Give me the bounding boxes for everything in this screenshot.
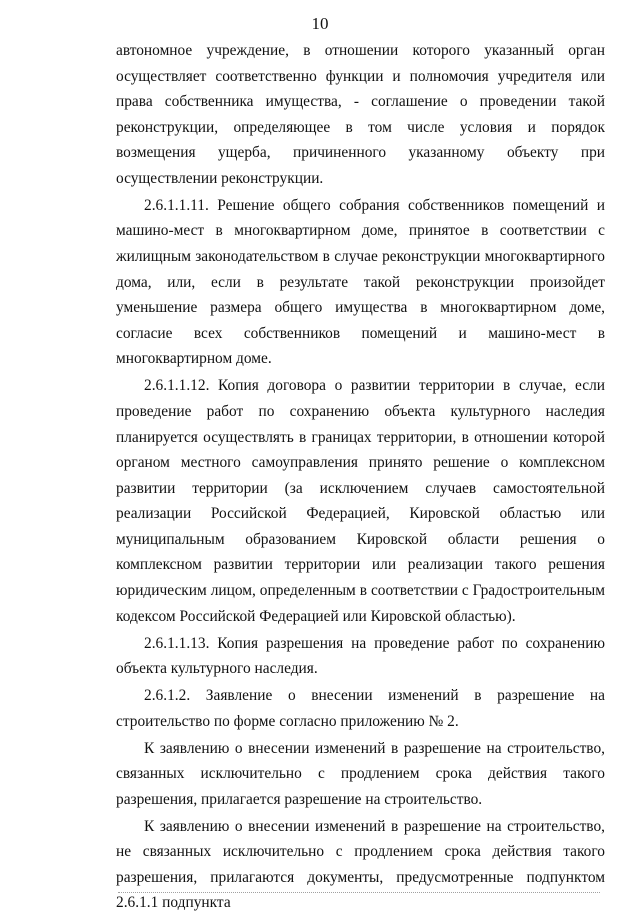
paragraph-2-6-1-1-11: 2.6.1.1.11. Решение общего собрания собственников помещений и машино-мест в многоквартирном доме, принятое в соответствии с жилищным законодательством в случае реконструкции многоквартирного дома, или, если в результате такой реконструкции произойдет уменьшение размера общего имущества в многоквартирном доме, согласие всех собственников помещений и машино-мест в многоквартирном доме. [116, 196, 605, 368]
paragraph-2-6-1-1-13: 2.6.1.1.13. Копия разрешения на проведение работ по сохранению объекта культурного наследия. [116, 634, 605, 678]
paragraph-2-6-1-2: 2.6.1.2. Заявление о внесении изменений в разрешение на строительство по форме согласно приложению № 2. [116, 687, 605, 730]
document-body [116, 38, 605, 917]
paragraph-other-changes-attachment: К заявлению о внесении изменений в разрешение на строительство, не связанных исключительно с продлением срока действия такого разрешения, прилагаются документы, предусмотренные подпунктом 2.6.1.1 подпункта [116, 817, 605, 912]
page-bottom-edge-line [118, 892, 600, 894]
paragraph-continuation: автономное учреждение, в отношении которого указанный орган осуществляет соответственно функции и полномочия учредителя или права собственника имущества, - соглашение о проведении такой реконструкции, определяющее в том числе условия и порядок возмещения ущерба, причиненного указанному объекту при осуществлении реконструкции. [116, 42, 605, 187]
page-number: 10 [311, 14, 329, 33]
paragraph-extension-attachment: К заявлению о внесении изменений в разрешение на строительство, связанных исключительно с продлением срока действия такого разрешения, прилагается разрешение на строительство. [116, 739, 605, 808]
paragraph-2-6-1-1-12: 2.6.1.1.12. Копия договора о развитии территории в случае, если проведение работ по сохранению объекта культурного наследия планируется осуществлять в границах территории, в отношении которой органом местного самоуправления принято решение о комплексном развитии территории (за исключением случаев самостоятельной реализации Российской Федерацией, Кировской областью или муниципальным образованием Кировской области решения о комплексном развитии территории или реализации такого решения юридическим лицом, определенным в соответствии с Градостроительным кодексом Российской Федерацией или Кировской областью). [116, 377, 605, 625]
